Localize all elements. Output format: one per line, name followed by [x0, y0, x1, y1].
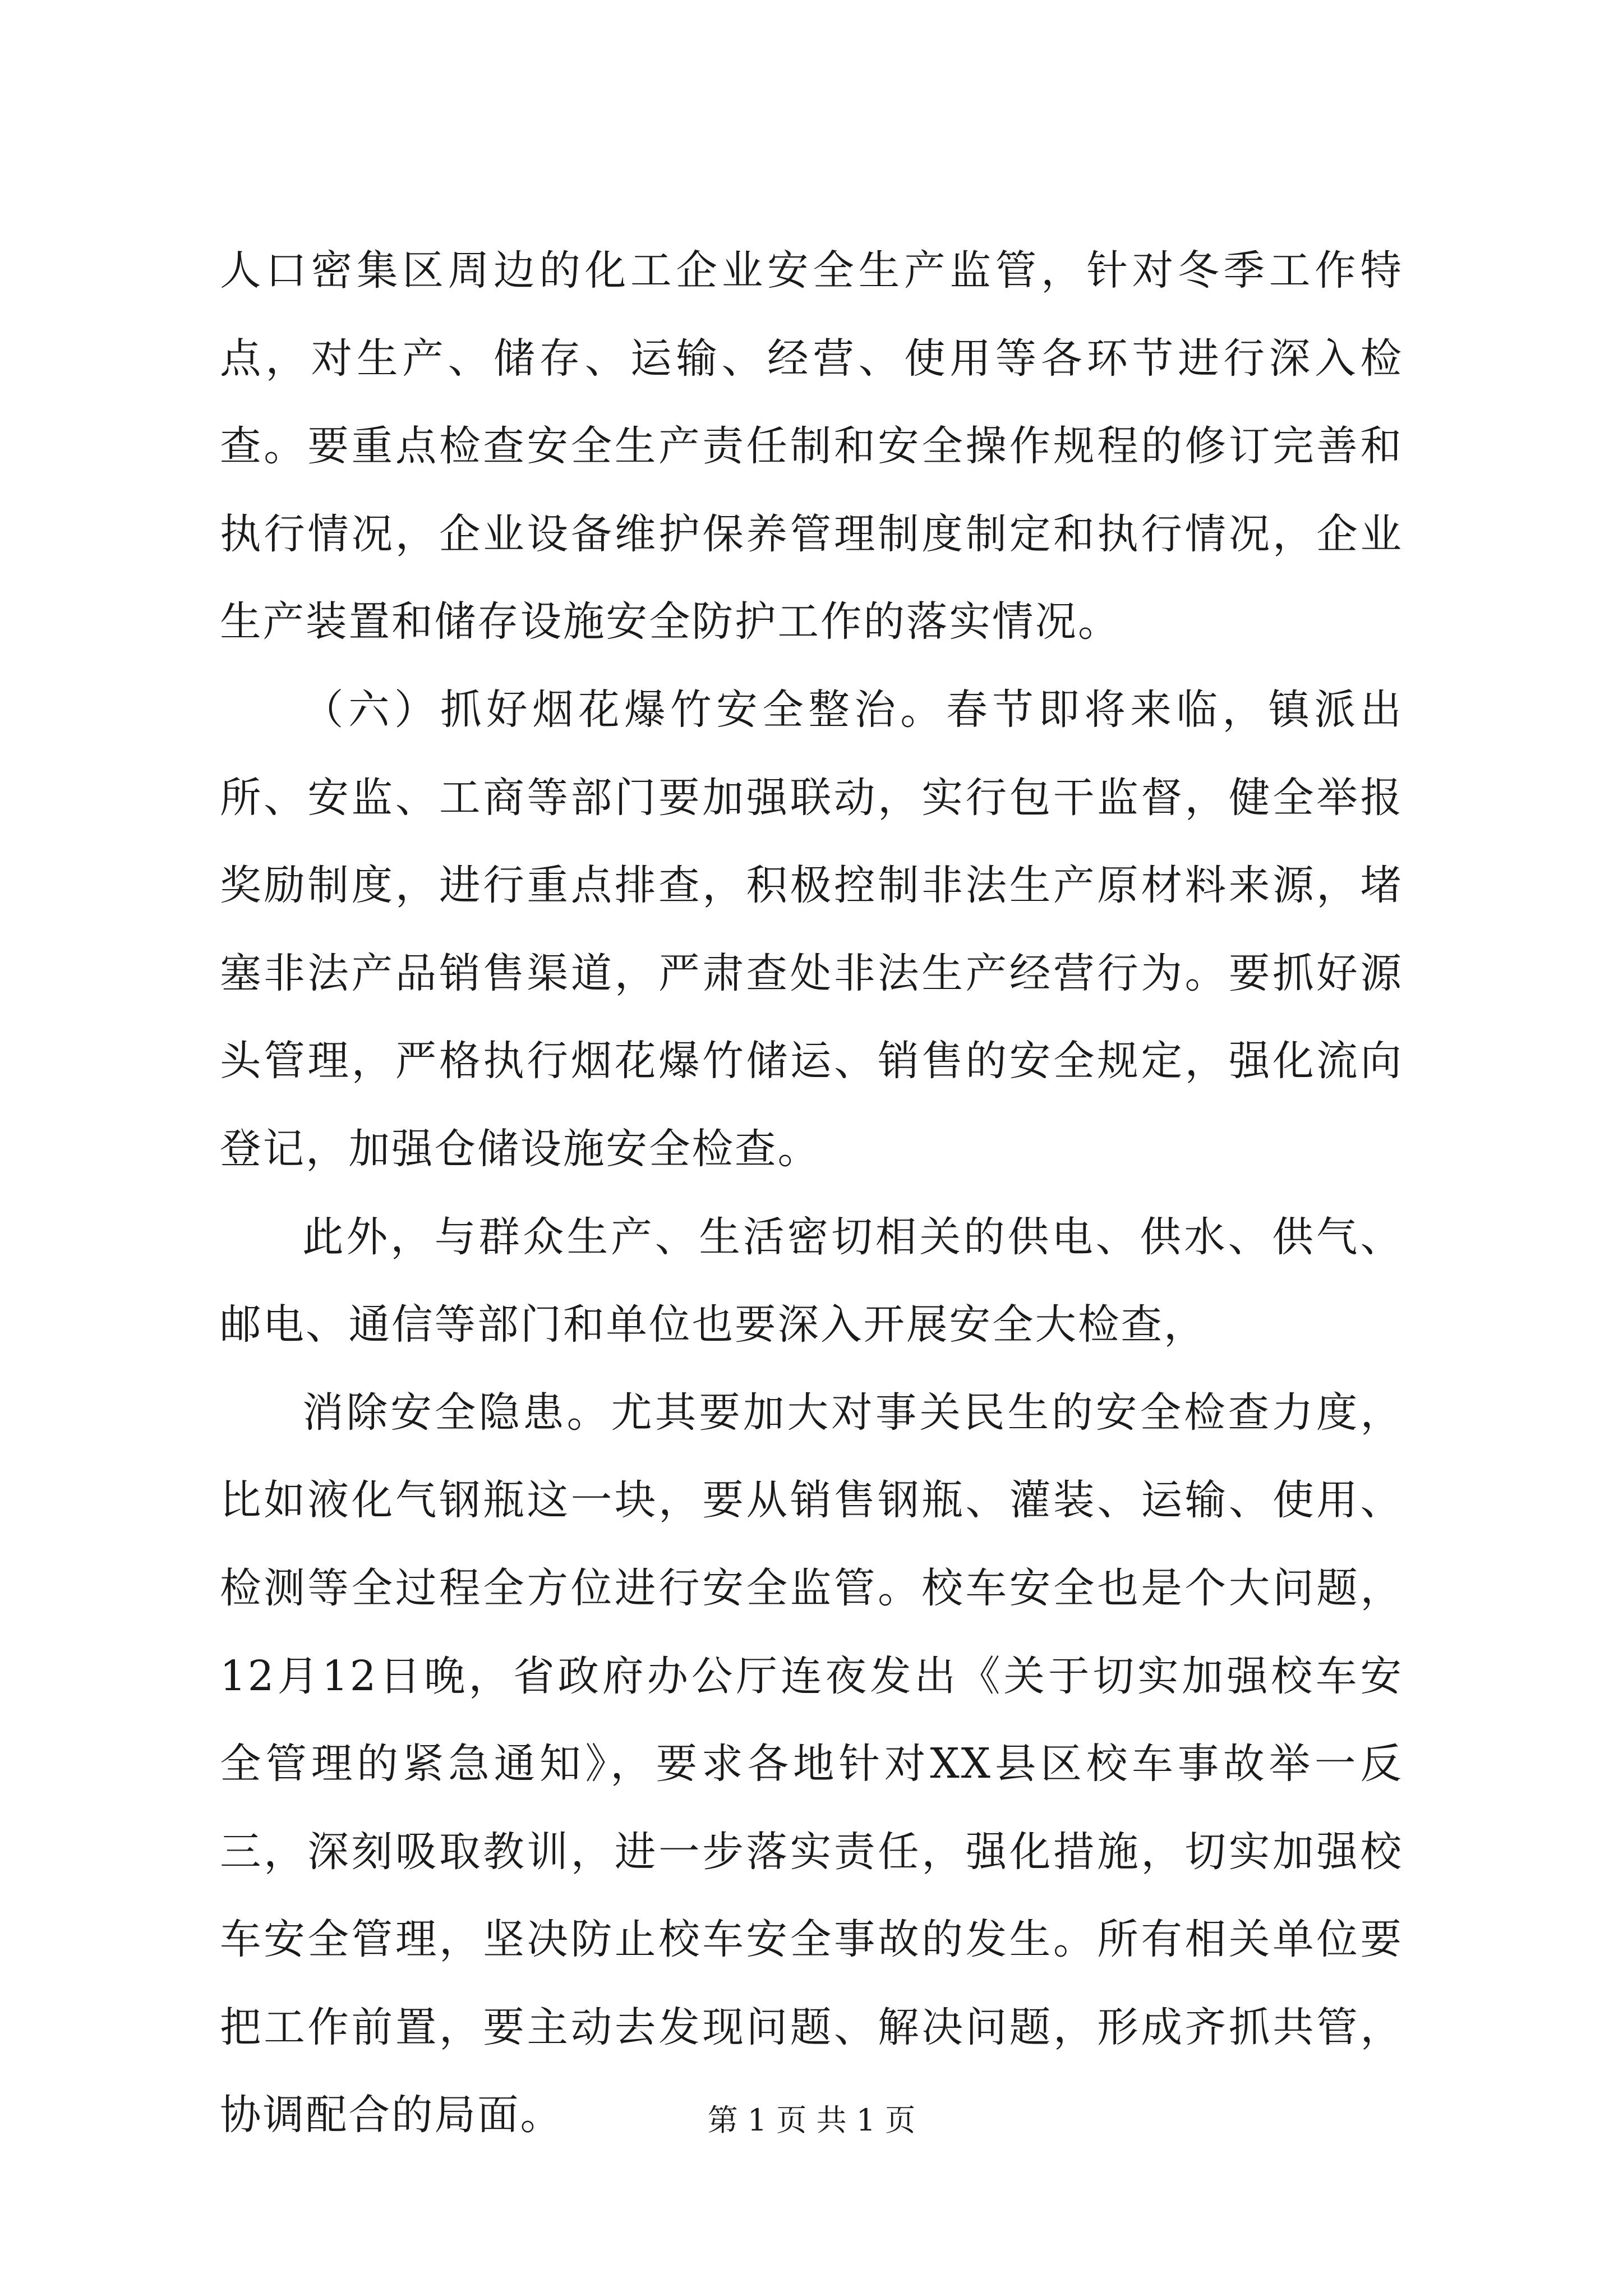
paragraph-2: （六）抓好烟花爆竹安全整治。春节即将来临，镇派出所、安监、工商等部门要加强联动，实行包干监督，健全举报奖励制度，进行重点排查，积极控制非法生产原材料来源，堵塞非法产品销售渠道，严肃查处非法生产经营行为。要抓好源头管理，严格执行烟花爆竹储运、销售的安全规定，强化流向登记，加强仓储设施安全检查。 — [220, 685, 1403, 1173]
paragraph-1: 人口密集区周边的化工企业安全生产监管，针对冬季工作特点，对生产、储存、运输、经营、使用等各环节进行深入检查。要重点检查安全生产责任制和安全操作规程的修订完善和执行情况，企业设备维护保养管理制度制定和执行情况，企业生产装置和储存设施安全防护工作的落实情况。 — [220, 247, 1403, 646]
paragraph-4: 消除安全隐患。尤其要加大对事关民生的安全检查力度，比如液化气钢瓶这一块，要从销售钢瓶、灌装、运输、使用、检测等全过程全方位进行安全监管。校车安全也是个大问题，12月12日晚，省政府办公厅连夜发出《关于切实加强校车安全管理的紧急通知》，要求各地针对XX县区校车事故举一反三，深刻吸取教训，进一步落实责任，强化措施，切实加强校车安全管理，坚决防止校车安全事故的发生。所有相关单位要把工作前置，要主动去发现问题、解决问题，形成齐抓共管，协调配合的局面。 — [220, 1388, 1403, 2139]
paragraph-3: 此外，与群众生产、生活密切相关的供电、供水、供气、邮电、通信等部门和单位也要深入开展安全大检查， — [220, 1213, 1403, 1349]
page-footer: 第 1 页 共 1 页 — [707, 2102, 916, 2138]
document-body — [220, 227, 1403, 2160]
